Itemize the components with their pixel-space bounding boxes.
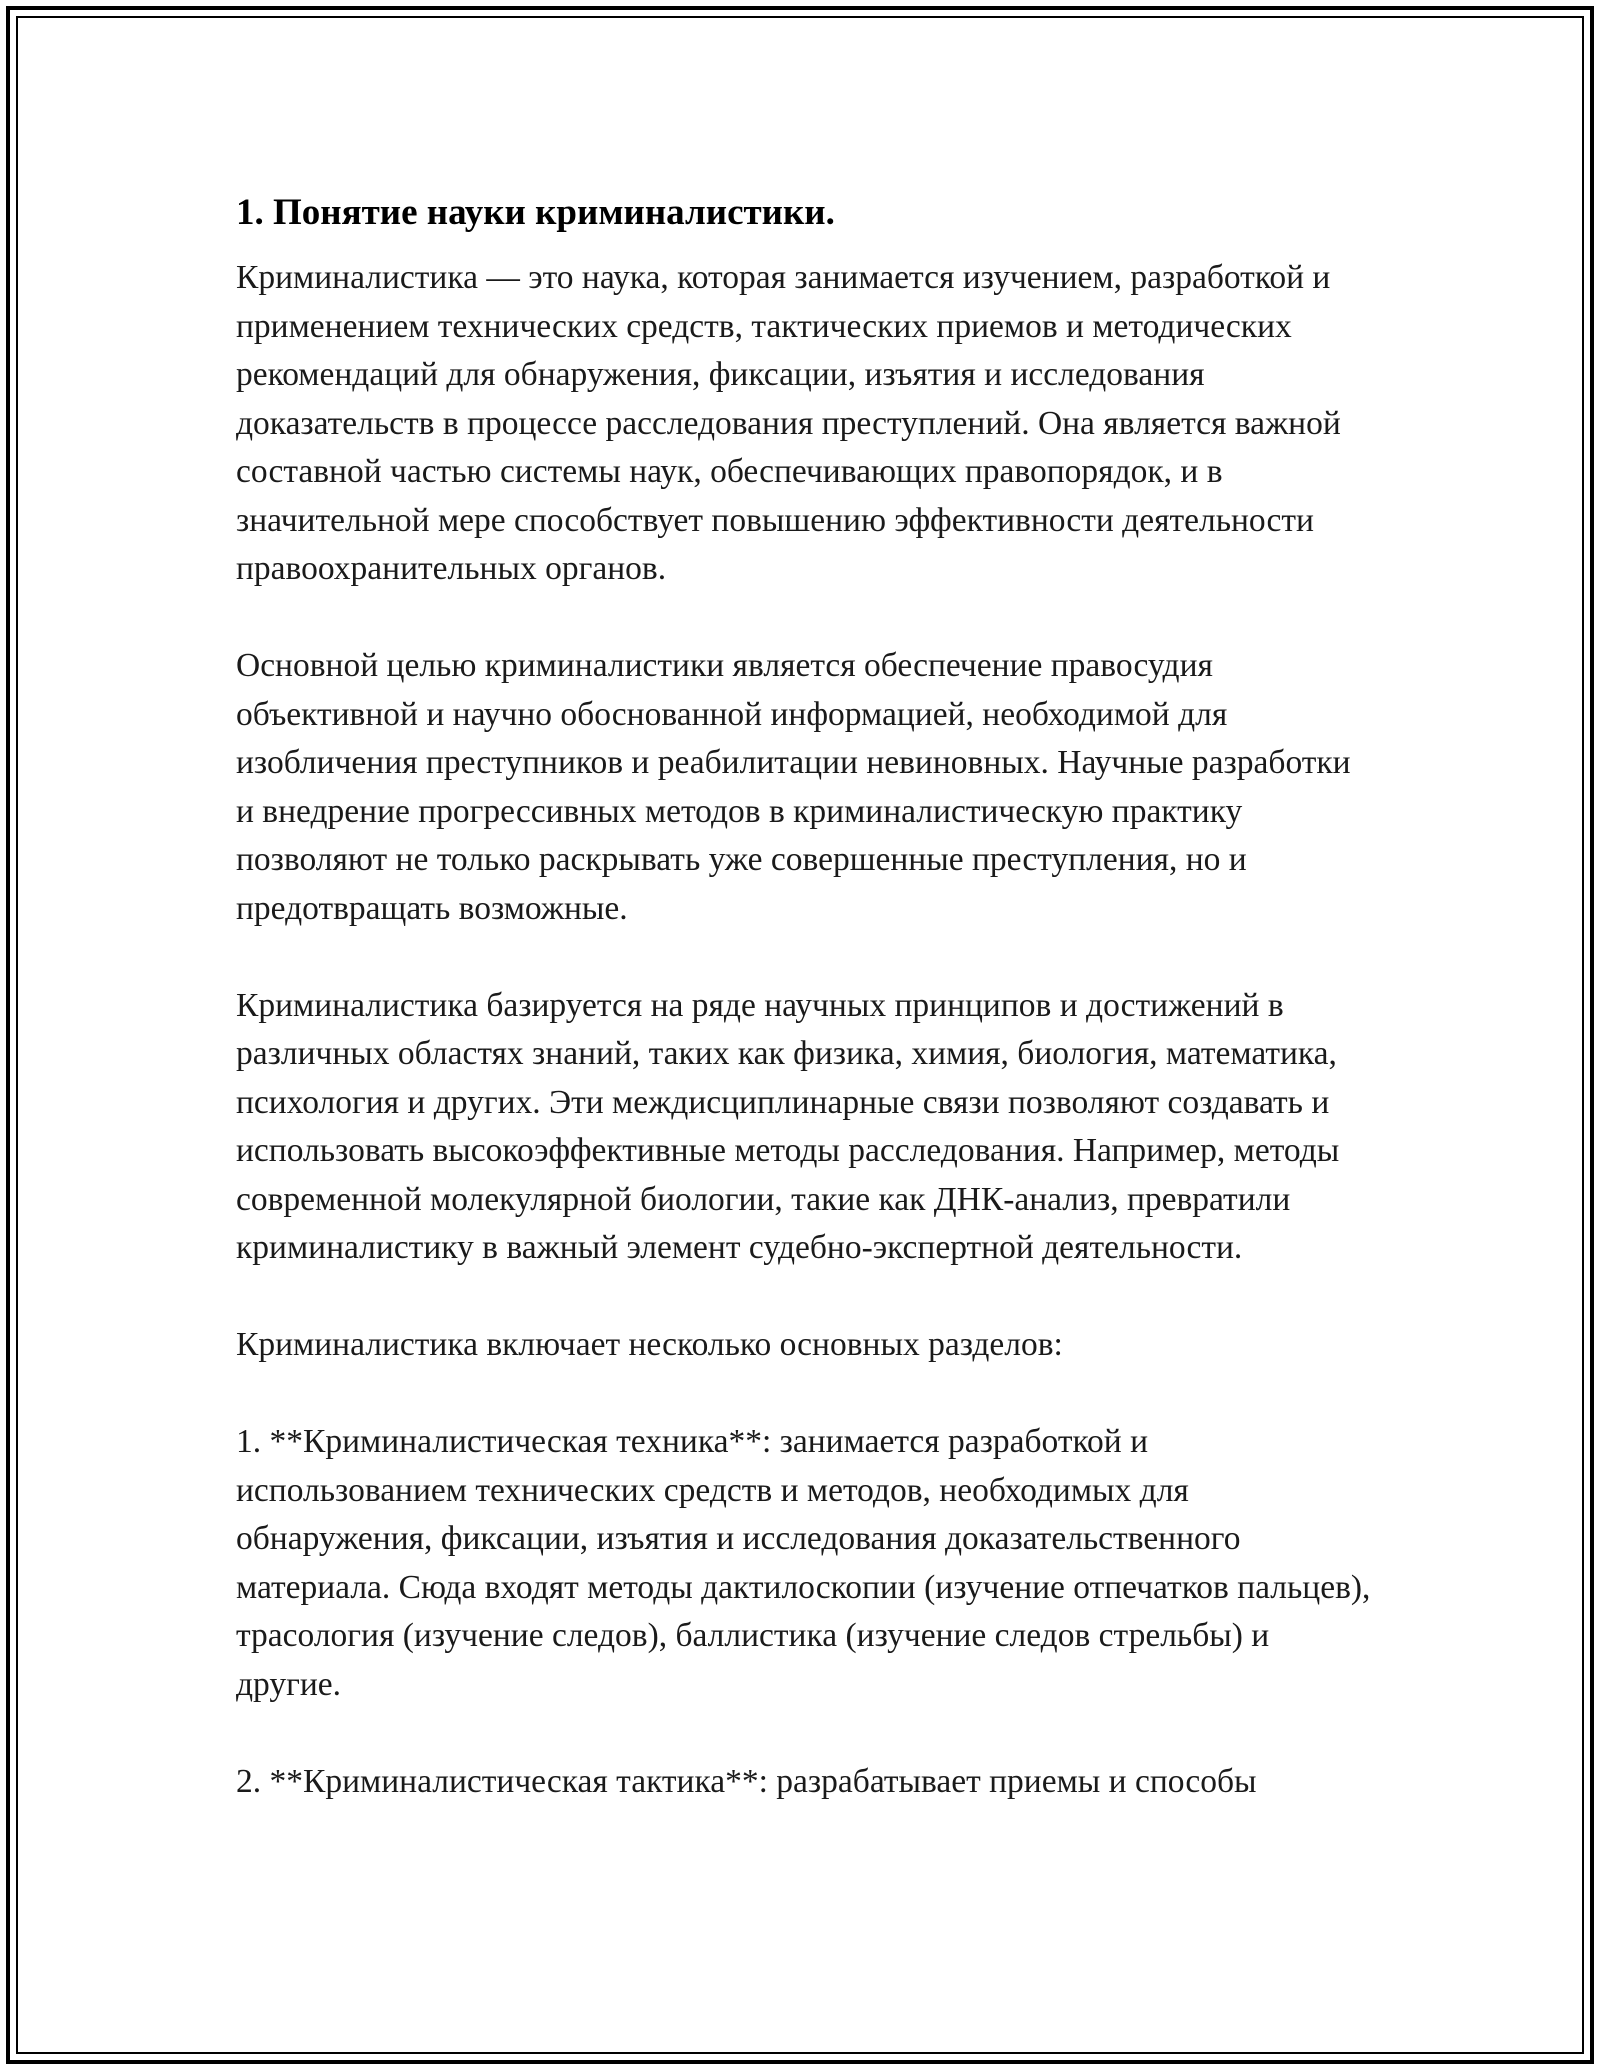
paragraph-principles: Криминалистика базируется на ряде научных принципов и достижений в различных областях знаний, таких как физика, химия, биология, математика, психология и других. Эти междисциплинарные связи позволяют создавать и использовать высокоэффективные методы расследования. Например, методы современной молекулярной биологии, такие как ДНК-анализ, превратили криминалистику в важный элемент судебно-экспертной деятельности. — [236, 986, 1340, 1266]
paragraph-section-technique: 1. **Криминалистическая техника**: занимается разработкой и использованием технических средств и методов, необходимых для обнаружения, фиксации, изъятия и исследования доказательственного материала. Сюда входят методы дактилоскопии (изучение отпечатков пальцев), трасология (изучение следов), баллистика (изучение следов стрельбы) и другие. — [236, 1423, 1371, 1703]
document-title: 1. Понятие науки криминалистики. — [236, 192, 835, 233]
paragraph-section-tactics: 2. **Криминалистическая тактика**: разрабатывает приемы и способы — [236, 1762, 1257, 1800]
paragraph-sections-intro: Криминалистика включает несколько основных разделов: — [236, 1326, 1063, 1363]
paragraph-goal: Основной целью криминалистики является обеспечение правосудия объективной и научно обоснованной информацией, необходимой для изобличения преступников и реабилитации невиновных. Научные разработки и внедрение прогрессивных методов в криминалистическую практику позволяют не только раскрывать уже совершенные преступления, но и предотвращать возможные. — [236, 647, 1351, 927]
document-page — [236, 188, 1376, 1806]
paragraph-definition: Криминалистика — это наука, которая занимается изучением, разработкой и применением технических средств, тактических приемов и методических рекомендаций для обнаружения, фиксации, изъятия и исследования доказательств в процессе расследования преступлений. Она является важной составной частью системы наук, обеспечивающих правопорядок, и в значительной мере способствует повышению эффективности деятельности правоохранительных органов. — [236, 259, 1341, 587]
